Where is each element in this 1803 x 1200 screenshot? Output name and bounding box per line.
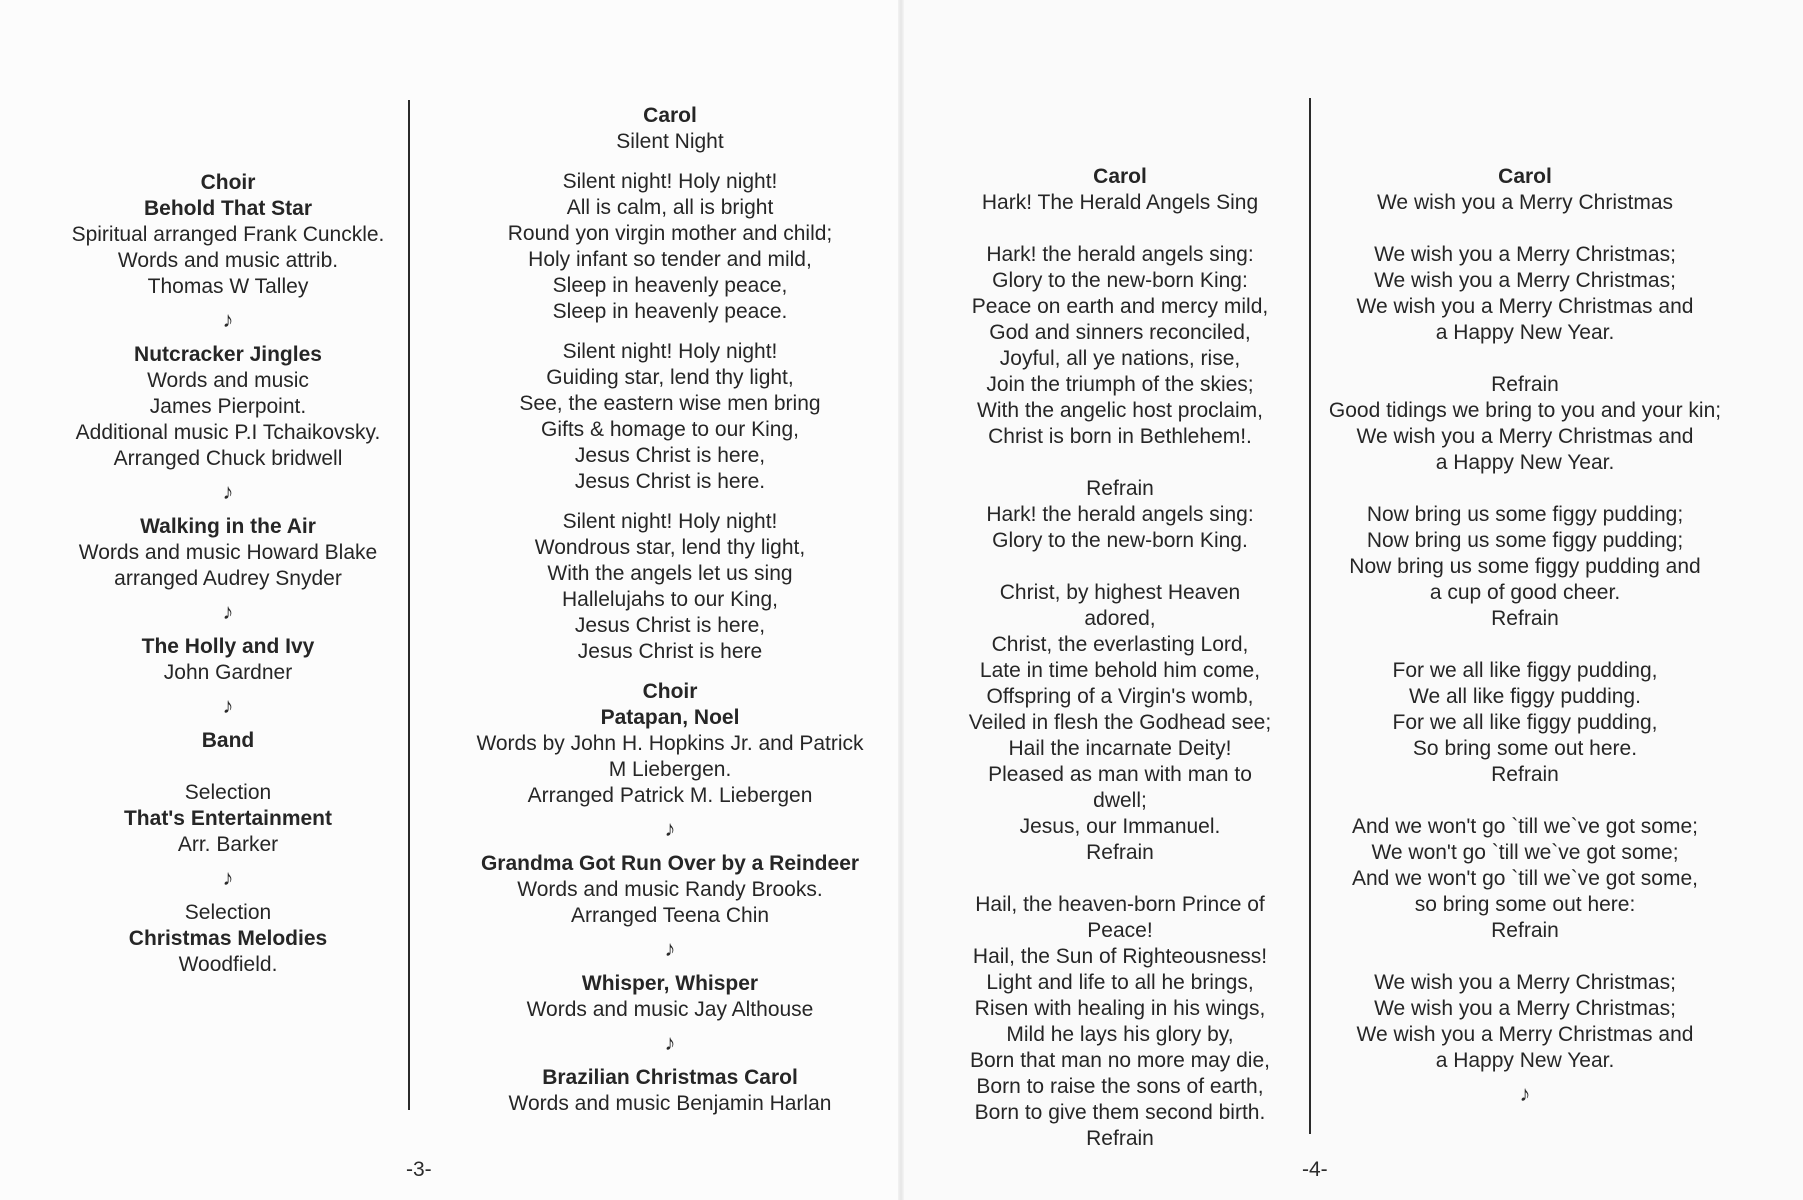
lyric-line: Hail, the Sun of Righteousness! (972, 945, 1268, 968)
item-title: Grandma Got Run Over by a Reindeer (480, 852, 860, 875)
lyric-line: Now bring us some figgy pudding; (1366, 529, 1684, 552)
lyric-line: Now bring us some figgy pudding and (1349, 555, 1701, 578)
page-3-programme-column (48, 170, 408, 978)
spacer (1315, 788, 1735, 814)
refrain-label: Refrain (1491, 763, 1559, 786)
refrain-label: Refrain (1086, 477, 1154, 500)
music-note-icon: ♪ (664, 1030, 676, 1055)
spacer (440, 155, 900, 169)
item-title: Behold That Star (143, 197, 312, 220)
carol-heading: Carol (1093, 165, 1147, 188)
lyric-line: Hail the incarnate Deity! (1008, 737, 1232, 760)
lyric-line: So bring some out here. (1412, 737, 1638, 760)
refrain-label: Refrain (1086, 1127, 1154, 1150)
lyric-line: Hail, the heaven-born Prince of (975, 893, 1265, 916)
carol-title: Hark! The Herald Angels Sing (981, 191, 1259, 214)
item-credit: Additional music P.I Tchaikovsky. (75, 421, 381, 444)
item-heading: Selection (184, 901, 272, 924)
refrain-label: Refrain (1491, 919, 1559, 942)
lyric-line: Light and life to all he brings, (986, 971, 1254, 994)
item-title: Whisper, Whisper (581, 972, 759, 995)
spacer (930, 554, 1310, 580)
item-credit: Spiritual arranged Frank Cunckle. (71, 223, 385, 246)
item-credit: arranged Audrey Snyder (114, 567, 342, 590)
lyric-line: For we all like figgy pudding, (1392, 659, 1658, 682)
lyric-line: For we all like figgy pudding, (1392, 711, 1658, 734)
lyric-line: so bring some out here: (1414, 893, 1636, 916)
spacer (440, 665, 900, 679)
page-4-column-divider (1309, 98, 1311, 1134)
music-note-icon: ♪ (222, 599, 234, 624)
lyric-line: Holy infant so tender and mild, (528, 248, 812, 271)
item-heading: Choir (200, 171, 256, 194)
refrain-label: Refrain (1491, 607, 1559, 630)
lyric-line: Offspring of a Virgin's womb, (986, 685, 1254, 708)
lyric-line: a Happy New Year. (1435, 1049, 1615, 1072)
lyric-line: Born to give them second birth. (974, 1101, 1266, 1124)
spacer (48, 754, 408, 780)
item-credit: Woodfield. (178, 953, 278, 976)
item-credit: Words by John H. Hopkins Jr. and Patrick (476, 732, 864, 755)
item-credit: Thomas W Talley (147, 275, 309, 298)
lyric-line: We wish you a Merry Christmas; (1374, 997, 1676, 1020)
spacer (930, 866, 1310, 892)
lyric-line: We wish you a Merry Christmas and (1356, 1023, 1694, 1046)
lyric-line: Glory to the new-born King. (992, 529, 1248, 552)
lyric-line: Sleep in heavenly peace. (552, 300, 788, 323)
lyric-line: Wondrous star, lend thy light, (534, 536, 806, 559)
lyric-line: Veiled in flesh the Godhead see; (968, 711, 1272, 734)
lyric-line: Round yon virgin mother and child; (507, 222, 833, 245)
lyric-line: Born to raise the sons of earth, (976, 1075, 1264, 1098)
lyric-line: Good tidings we bring to you and your kin; (1328, 399, 1722, 422)
item-credit: Arranged Teena Chin (570, 904, 770, 927)
lyric-line: We wish you a Merry Christmas and (1356, 425, 1694, 448)
item-title: Patapan, Noel (600, 706, 740, 729)
lyric-line: Glory to the new-born King: (992, 269, 1248, 292)
lyric-line: a Happy New Year. (1435, 321, 1615, 344)
carol-heading: Carol (1498, 165, 1552, 188)
lyric-line: Hark! the herald angels sing: (986, 503, 1254, 526)
lyric-line: adored, (1084, 607, 1156, 630)
item-title: Walking in the Air (140, 515, 316, 538)
refrain-label: Refrain (1491, 373, 1559, 396)
spacer (1315, 346, 1735, 372)
lyric-line: Christ, the everlasting Lord, (991, 633, 1249, 656)
lyric-line: And we won't go `till we`ve got some; (1352, 815, 1698, 838)
music-note-icon: ♪ (222, 479, 234, 504)
lyric-line: God and sinners reconciled, (989, 321, 1251, 344)
page-number-3: -3- (406, 1158, 432, 1181)
lyric-line: Christ is born in Bethlehem!. (988, 425, 1252, 448)
item-credit: Words and music Benjamin Harlan (508, 1092, 832, 1115)
spacer (1315, 944, 1735, 970)
item-credit: M Liebergen. (608, 758, 732, 781)
item-credit: Arr. Barker (177, 833, 279, 856)
spacer (440, 495, 900, 509)
lyric-line: See, the eastern wise men bring (519, 392, 821, 415)
page-4-merry-christmas-column (1315, 164, 1735, 1116)
spacer (440, 325, 900, 339)
lyric-line: Joyful, all ye nations, rise, (999, 347, 1241, 370)
lyric-line: Silent night! Holy night! (562, 510, 778, 533)
lyric-line: Born that man no more may die, (970, 1049, 1270, 1072)
carol-heading: Carol (643, 104, 697, 127)
lyric-line: And we won't go `till we`ve got some, (1352, 867, 1698, 890)
item-title: That's Entertainment (123, 807, 333, 830)
item-heading: Choir (642, 680, 698, 703)
lyric-line: We all like figgy pudding. (1409, 685, 1641, 708)
item-heading: Band (201, 729, 255, 752)
item-title: Christmas Melodies (128, 927, 328, 950)
item-heading: Selection (184, 781, 272, 804)
spacer (1315, 216, 1735, 242)
lyric-line: We wish you a Merry Christmas; (1374, 243, 1676, 266)
lyric-line: Now bring us some figgy pudding; (1366, 503, 1684, 526)
lyric-line: With the angels let us sing (547, 562, 793, 585)
item-title: Nutcracker Jingles (134, 343, 322, 366)
music-note-icon: ♪ (1519, 1081, 1531, 1106)
lyric-line: Guiding star, lend thy light, (546, 366, 794, 389)
lyric-line: Jesus Christ is here, (574, 444, 766, 467)
lyric-line: Risen with healing in his wings, (974, 997, 1266, 1020)
spacer (930, 450, 1310, 476)
page-number-4: -4- (1302, 1158, 1328, 1181)
lyric-line: Christ, by highest Heaven (999, 581, 1241, 604)
music-note-icon: ♪ (222, 307, 234, 332)
lyric-line: a Happy New Year. (1435, 451, 1615, 474)
lyric-line: All is calm, all is bright (566, 196, 774, 219)
item-credit: Words and music Jay Althouse (526, 998, 814, 1021)
lyric-line: Jesus Christ is here. (574, 470, 766, 493)
item-credit: John Gardner (163, 661, 293, 684)
music-note-icon: ♪ (664, 816, 676, 841)
spacer (930, 216, 1310, 242)
lyric-line: Join the triumph of the skies; (986, 373, 1254, 396)
lyric-line: Gifts & homage to our King, (541, 418, 799, 441)
refrain-label: Refrain (1086, 841, 1154, 864)
lyric-line: Sleep in heavenly peace, (552, 274, 788, 297)
lyric-line: We wish you a Merry Christmas and (1356, 295, 1694, 318)
item-credit: Words and music (147, 369, 309, 392)
spacer (1315, 632, 1735, 658)
lyric-line: We wish you a Merry Christmas; (1374, 971, 1676, 994)
carol-title: Silent Night (616, 130, 724, 153)
item-credit: Arranged Chuck bridwell (113, 447, 343, 470)
lyric-line: Jesus Christ is here (577, 640, 763, 663)
lyric-line: We wish you a Merry Christmas; (1374, 269, 1676, 292)
page-4-hark-column (930, 164, 1310, 1152)
music-note-icon: ♪ (664, 936, 676, 961)
carol-title: We wish you a Merry Christmas (1376, 191, 1673, 214)
lyric-line: Mild he lays his glory by, (1006, 1023, 1234, 1046)
music-note-icon: ♪ (222, 865, 234, 890)
lyric-line: Silent night! Holy night! (562, 340, 778, 363)
lyric-line: Hallelujahs to our King, (562, 588, 778, 611)
item-credit: James Pierpoint. (149, 395, 307, 418)
lyric-line: Peace on earth and mercy mild, (971, 295, 1269, 318)
item-credit: Arranged Patrick M. Liebergen (527, 784, 813, 807)
lyric-line: dwell; (1093, 789, 1147, 812)
lyric-line: Silent night! Holy night! (562, 170, 778, 193)
lyric-line: Peace! (1087, 919, 1153, 942)
spacer (1315, 476, 1735, 502)
lyric-line: a cup of good cheer. (1429, 581, 1621, 604)
page-3-carol-column (440, 103, 900, 1117)
item-credit: Words and music attrib. (117, 249, 339, 272)
lyric-line: With the angelic host proclaim, (977, 399, 1263, 422)
lyric-line: Jesus Christ is here, (574, 614, 766, 637)
item-credit: Words and music Randy Brooks. (517, 878, 823, 901)
lyric-line: We won't go `till we`ve got some; (1371, 841, 1679, 864)
lyric-line: Hark! the herald angels sing: (986, 243, 1254, 266)
lyric-line: Jesus, our Immanuel. (1019, 815, 1221, 838)
lyric-line: Pleased as man with man to (988, 763, 1252, 786)
page-3-column-divider (408, 100, 410, 1110)
lyric-line: Late in time behold him come, (979, 659, 1261, 682)
item-title: Brazilian Christmas Carol (542, 1066, 798, 1089)
item-credit: Words and music Howard Blake (78, 541, 378, 564)
item-title: The Holly and Ivy (141, 635, 315, 658)
music-note-icon: ♪ (222, 693, 234, 718)
